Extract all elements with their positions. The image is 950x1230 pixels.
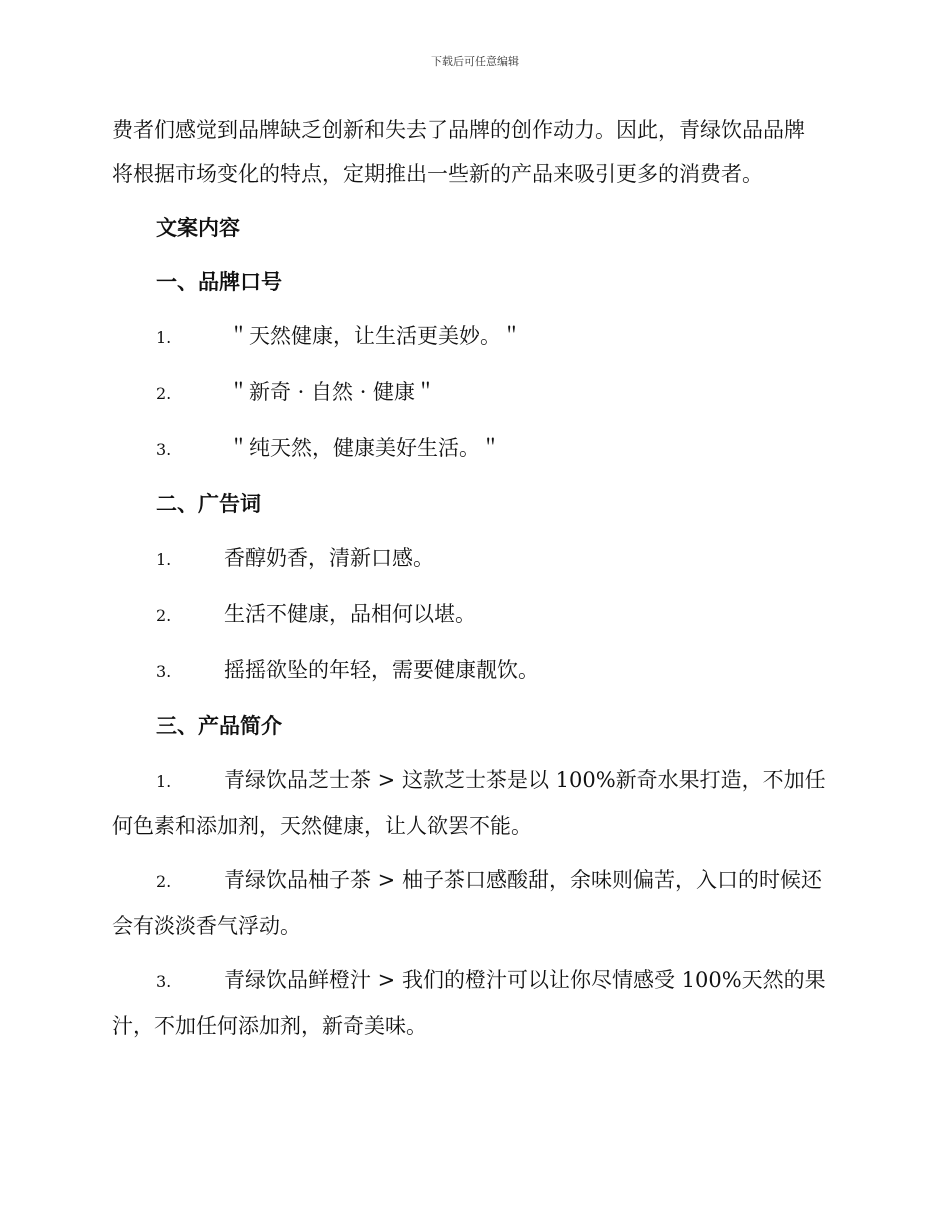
copy-title: 文案内容 (156, 215, 240, 240)
ad-copy-item (112, 592, 840, 638)
list-number: 1. (156, 550, 172, 569)
section-title-products: 三、产品简介 (156, 713, 282, 738)
list-number: 3. (156, 440, 172, 459)
product-line-1 (112, 858, 840, 904)
product-line-1 (112, 958, 840, 1004)
intro-paragraph (112, 108, 840, 196)
product-item (112, 958, 840, 1048)
slogan-item (112, 314, 840, 360)
slogan-text: ＂新奇 · 自然 · 健康＂ (228, 380, 437, 404)
page-header: 下载后可任意编辑 (431, 55, 519, 68)
product-text-line-1: 青绿饮品鲜橙汁 > 我们的橙汁可以让你尽情感受 100%天然的果 (224, 968, 826, 992)
list-number: 1. (156, 328, 172, 347)
ad-copy-item (112, 648, 840, 694)
product-text-line-1: 青绿饮品柚子茶 > 柚子茶口感酸甜，余味则偏苦，入口的时候还 (224, 868, 822, 892)
list-number: 2. (156, 384, 172, 403)
product-item (112, 858, 840, 948)
intro-line-2: 将根据市场变化的特点，定期推出一些新的产品来吸引更多的消费者。 (112, 162, 763, 186)
ad-copy-text: 香醇奶香，清新口感。 (224, 546, 434, 570)
product-item (112, 758, 840, 848)
section-title-slogan: 一、品牌口号 (156, 269, 282, 294)
list-number: 3. (156, 662, 172, 681)
product-line-1 (112, 758, 840, 804)
list-number: 3. (156, 972, 172, 991)
intro-line-1: 费者们感觉到品牌缺乏创新和失去了品牌的创作动力。因此，青绿饮品品牌 (112, 118, 805, 142)
slogan-text: ＂天然健康，让生活更美妙。＂ (228, 324, 522, 348)
product-text-line-2: 会有淡淡香气浮动。 (112, 914, 301, 938)
product-text-line-2: 汁，不加任何添加剂，新奇美味。 (112, 1014, 427, 1038)
ad-copy-item (112, 536, 840, 582)
product-text-line-1: 青绿饮品芝士茶 > 这款芝士茶是以 100%新奇水果打造，不加任 (224, 768, 826, 792)
section-title-ad-copy: 二、广告词 (156, 491, 261, 516)
slogan-item (112, 426, 840, 472)
slogan-item (112, 370, 840, 416)
ad-copy-text: 摇摇欲坠的年轻，需要健康靓饮。 (224, 658, 539, 682)
list-number: 1. (156, 772, 172, 791)
document-body (112, 108, 840, 1058)
product-text-line-2: 何色素和添加剂，天然健康，让人欲罢不能。 (112, 814, 532, 838)
list-number: 2. (156, 872, 172, 891)
list-number: 2. (156, 606, 172, 625)
slogan-text: ＂纯天然，健康美好生活。＂ (228, 436, 501, 460)
ad-copy-text: 生活不健康，品相何以堪。 (224, 602, 476, 626)
